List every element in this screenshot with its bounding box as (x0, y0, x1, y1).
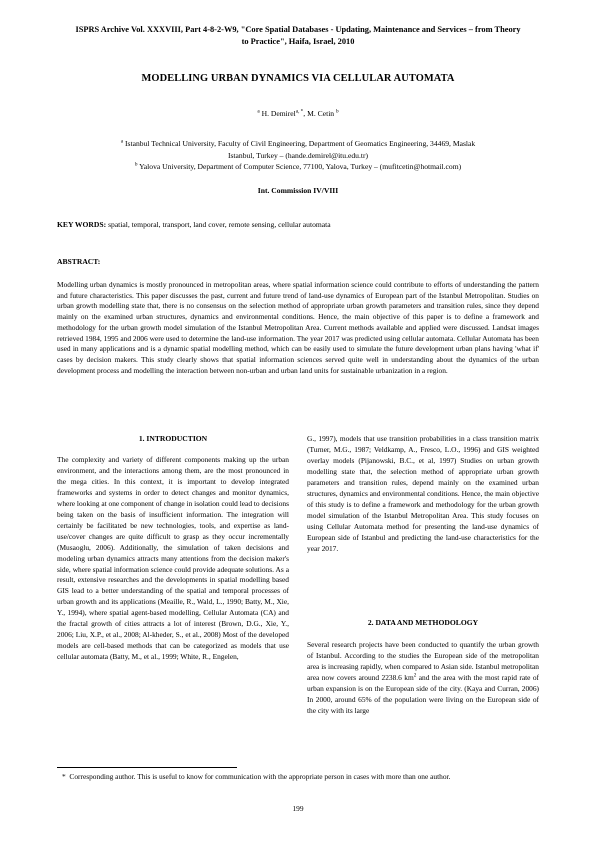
author-1-marks: a, * (295, 108, 304, 115)
footnote-mark: * (62, 772, 66, 781)
section-2-body (307, 640, 539, 717)
author-1-name: H. Demirel (261, 109, 296, 118)
author-2-name: M. Cetin (307, 109, 335, 118)
author-1-prefix-mark: a (257, 108, 260, 115)
section-2-heading: 2. DATA AND METHODOLOGY (367, 618, 479, 627)
affiliation-a-mark: a (120, 138, 124, 145)
footnote-text: Corresponding author. This is useful to know for communication with the appropriate person in cases with more than one author. (69, 772, 451, 781)
affiliation-a-line-2: Istanbul, Turkey – (hande.demirel@itu.edu.tr) (227, 150, 369, 160)
section-1-left-column: The complexity and variety of different components making up the urban environment, and the interactions among them, are the most pronounced in the mega cities. In this context, it is important to develop integrated frameworks and systems in order to detect changes and monitor dynamics, where looking at one component of change in isolation could lead to decisions being taken on the basis of insufficient information. The integration will certainly be facilitated be new technologies, tools, and expertise as land-use/cover changes are quite difficult to grasp as they occur incrementally (Musaoglu, 2006). Additionally, the simulation of taken decisions and modeling urban dynamics attracts many attentions from the decision maker's side, where spatial information science could provide adequate solutions. As a result, extensive researches and the developments in spatial modelling based GIS lead to a better understanding of the spatial and temporal processes of urban growth and its applications (Meaille, R., Wald, L., 1990; Batty, M., Xie, Y., 1994), where spatial agent-based modelling, Cellular Automata (CA) and the fractal growth of cities attracts a lot of interest (Brown, D.G., Xie, Y., 2006; Liu, X.P., et al., 2008; Al-kheder, S., et al., 2008) Most of the developed models are cell-based methods that can be categorized as models that use cellular automata (Batty, M., et al., 1999; White, R., Engelen, (57, 455, 289, 662)
page-number: 199 (292, 804, 304, 813)
footnote-divider (57, 767, 237, 768)
keywords (57, 220, 539, 229)
section-2-body-end: and the area with the most rapid rate of urban expansion is on the European side of the city. (Kaya and Curran, 2006) In 2000, around 65% of the population were living on the European side of the city with its large (307, 672, 539, 715)
section-2-body-start: Several research projects have been conducted to quantify the urban growth of Istanbul. According to the studies the European side of the metropolitan area is increasing rapidly, when compared to Asian side. Istanbul metropolitan area now covers around 2238.6 km (307, 640, 539, 682)
running-header-line-2: to Practice", Haifa, Israel, 2010 (241, 37, 355, 46)
area-unit-exponent: 2 (413, 672, 417, 679)
affiliation-a-line-1: Istanbul Technical University, Faculty of Civil Engineering, Department of Geomatics Engineering, 34469, Maslak (125, 139, 476, 148)
affiliation-b-line: Yalova University, Department of Computer Science, 77100, Yalova, Turkey – (mufitcetin@hotmail.com) (139, 162, 462, 171)
author-2-marks: b (336, 108, 339, 115)
footnote (62, 772, 536, 783)
abstract-body: Modelling urban dynamics is mostly pronounced in metropolitan areas, where spatial information science could contribute to efforts of understanding the pattern and future characteristics. This paper discusses the past, current and future trend of land-use dynamics of European part of the Istanbul Metropolitan. Studies on urban growth modelling state that, there is no consensus on the selection method of appropriate urban growth parameters and transition rules, since they depend mainly on the examined urban structures, dynamics and environmental conditions. Hence, the main objective of this paper is to define a framework and methodology for the urban growth model simulation of the Istanbul Metropolitan Area. Current methods available and applied were discussed. Landsat images retrieved 1984, 1995 and 2006 were used to determine the land-use information. The year 2017 was predicted using cellular automata. Cellular Automata has been used in many applications and is a dynamic spatial modelling method, which can be easily used to simulate the future development urban plans having 'what if' cases by decision makers. This study clearly shows that spatial information sciences served quite well in understanding about the dynamics of the urban development process and modelling the interaction between non-urban and urban land units for sustainable urbanization in a region. (57, 280, 539, 375)
affiliation-b (60, 161, 536, 173)
affiliation-b-mark: b (134, 161, 138, 168)
author-line (40, 109, 556, 118)
section-1-heading: 1. INTRODUCTION (138, 434, 208, 443)
footnote-content (62, 772, 450, 783)
author-separator: , (303, 109, 306, 118)
abstract-heading: ABSTRACT: (57, 257, 101, 266)
running-header-line-1: ISPRS Archive Vol. XXXVIII, Part 4-8-2-W9, "Core Spatial Databases - Updating, Maintenance and Services – from Theory (75, 25, 521, 34)
affiliation-a (60, 138, 536, 162)
keywords-label: KEY WORDS: (57, 220, 107, 229)
keywords-text: spatial, temporal, transport, land cover, remote sensing, cellular automata (108, 220, 331, 229)
paper-title: MODELLING URBAN DYNAMICS VIA CELLULAR AUTOMATA (141, 73, 455, 84)
running-header (50, 24, 546, 48)
commission-label: Int. Commission IV/VIII (257, 186, 339, 195)
section-1-right-column: G., 1997), models that use transition probabilities in a class transition matrix (Turner, M.G., 1987; Veldkamp, A., Fresco, L.O., 1996) and GIS weighted overlay models (Pijanowski, B.C., et al, 1997) Studies on urban growth modelling state that, the selection method of appropriate urban growth parameters and transition rules, depend mainly on the examined urban structures, dynamics and environmental conditions. Hence, the main objective of this study is to define a framework and methodology for the urban growth model simulation of the Istanbul Metropolitan Area. This study focuses on using Cellular Automata method for presenting the land-use dynamics of European side of Istanbul and predicting the land-use characteristics for the year 2017. (307, 434, 539, 553)
